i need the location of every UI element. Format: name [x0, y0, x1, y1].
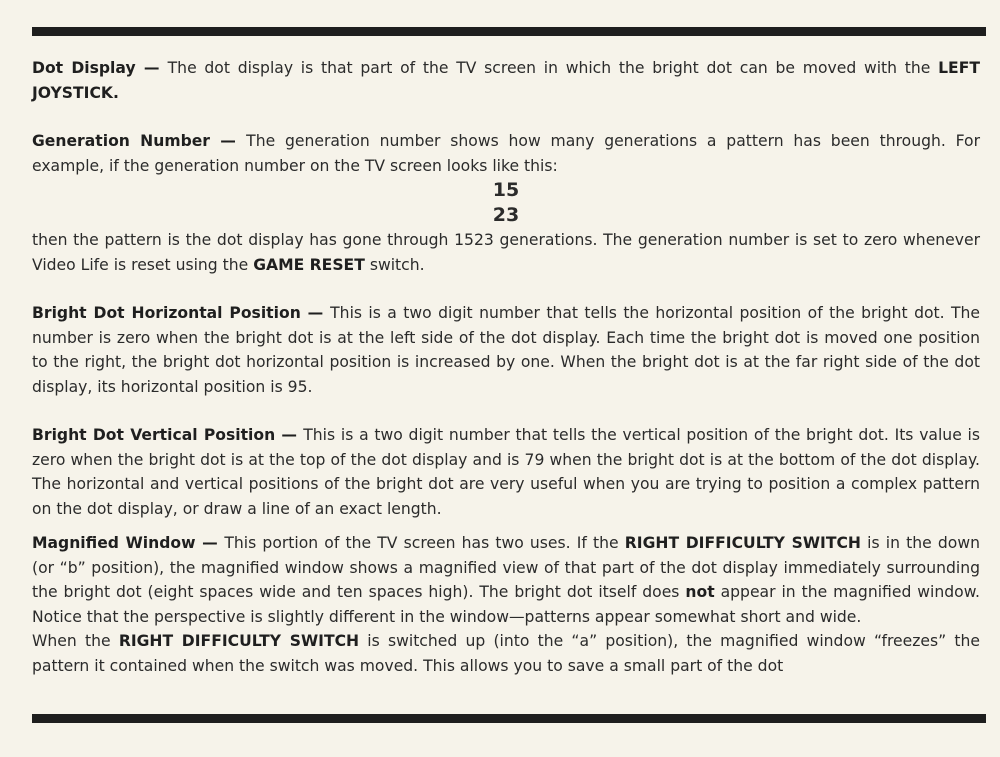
vertical-position-paragraph — [32, 423, 980, 521]
term-dash: — — [275, 426, 304, 444]
generation-number-line-2: 23 — [492, 204, 520, 226]
manual-page-body — [32, 56, 980, 678]
generation-number-line-1: 15 — [492, 179, 520, 201]
magnified-window-text-3: appear in the magnified window. Notice that the perspective is slightly different in the window—patterns appear somewhat short and wide. — [32, 583, 980, 626]
vertical-position-term: Bright Dot Vertical Position — [32, 426, 276, 444]
bottom-rule — [32, 714, 986, 723]
dot-display-term: Dot Display — [32, 59, 136, 77]
generation-number-explanation — [32, 228, 980, 277]
magnified-window-paragraph-2 — [32, 629, 980, 678]
generation-number-text-2: then the pattern is the dot display has gone through 1523 generations. The generation number is set to zero whenever Video Life is reset using the — [32, 231, 980, 274]
horizontal-position-text: This is a two digit number that tells the horizontal position of the bright dot. The number is zero when the bright dot is at the left side of the dot display. Each time the bright dot is moved one position to the right, the bright dot horizontal position is increased by one. When the bright dot is at the far right side of the dot display, its horizontal position is 95. — [32, 304, 980, 396]
top-rule — [32, 27, 986, 36]
term-dash: — — [135, 59, 168, 77]
right-difficulty-switch-label: RIGHT DIFFICULTY SWITCH — [624, 534, 861, 552]
magnified-window-term: Magnified Window — [32, 534, 196, 552]
horizontal-position-paragraph — [32, 301, 980, 399]
period: . — [113, 83, 119, 102]
horizontal-position-term: Bright Dot Horizontal Position — [32, 304, 301, 322]
game-reset-label: GAME RESET — [253, 255, 365, 274]
generation-number-text: The generation number shows how many generations a pattern has been through. For example, if the generation number on the TV screen looks like this: — [32, 132, 980, 175]
left-joystick-label: LEFT JOYSTICK — [32, 59, 981, 102]
magnified-window-p2-text: When the — [32, 632, 119, 650]
not-emphasis: not — [685, 583, 715, 601]
magnified-window-text: This portion of the TV screen has two uses. If the — [224, 534, 625, 552]
right-difficulty-switch-label-2: RIGHT DIFFICULTY SWITCH — [118, 632, 360, 650]
term-dash: — — [300, 304, 331, 322]
term-dash: — — [210, 132, 247, 150]
dot-display-text: The dot display is that part of the TV screen in which the bright dot can be moved with the — [167, 59, 939, 77]
dot-display-paragraph — [32, 56, 980, 105]
generation-number-paragraph — [32, 129, 980, 178]
vertical-position-text: This is a two digit number that tells the vertical position of the bright dot. Its value is zero when the bright dot is at the top of the dot display and is 79 when the bright dot is at the bottom of the dot display. The horizontal and vertical positions of the bright dot are very useful when you are trying to position a complex pattern on the dot display, or draw a line of an exact length. — [32, 426, 980, 518]
generation-number-term: Generation Number — [32, 132, 210, 150]
magnified-window-p2-text-2: is switched up (into the “a” position), the magnified window “freezes” the pattern it contained when the switch was moved. This allows you to save a small part of the dot — [32, 632, 981, 675]
magnified-window-text-2: is in the down (or “b” position), the magnified window shows a magnified view of that part of the dot display immediately surrounding the bright dot (eight spaces wide and ten spaces high). The bright dot itself does — [32, 534, 980, 601]
magnified-window-paragraph — [32, 531, 980, 629]
term-dash: — — [195, 534, 225, 552]
generation-number-text-3: switch. — [364, 255, 425, 274]
